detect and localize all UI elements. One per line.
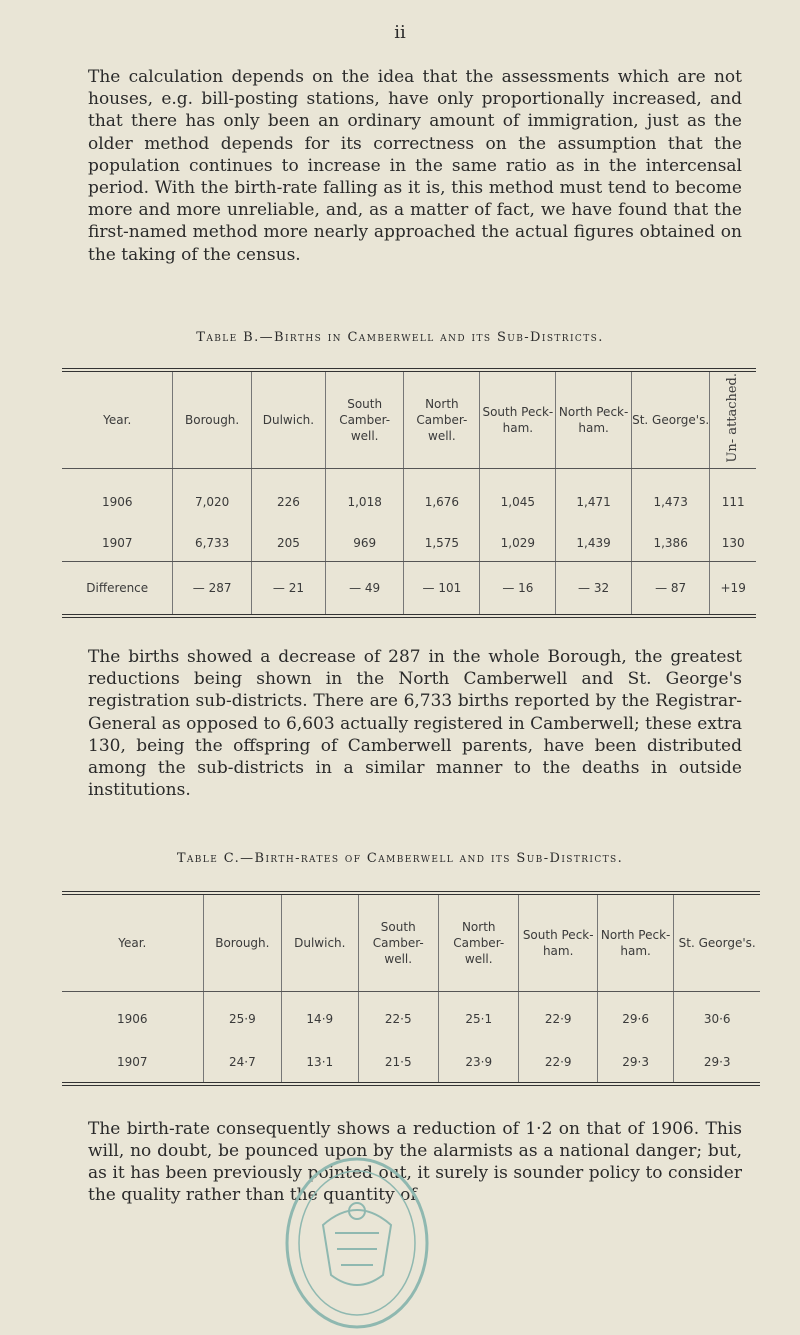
cell: 111	[710, 468, 756, 525]
cell: 29·6	[597, 991, 673, 1042]
col-dulwich: Dulwich.	[282, 893, 358, 991]
table-header-row	[62, 370, 756, 468]
cell: — 16	[480, 561, 556, 616]
col-dulwich: Dulwich.	[251, 370, 325, 468]
table-header-row	[62, 893, 760, 991]
paragraph-assessment-method: The calculation depends on the idea that the assessments which are not houses, e.g. bill-posting stations, have only proportionally increased, and that there has only been an ordinary amount of immigration, just as the older method depends for its correctness on the assumption that the population continues to increase in the same ratio as in the intercensal period. With the birth-rate falling as it is, this method must tend to become more and more unreliable, and, as a matter of fact, we have found that the first-named method more nearly approached the actual figures obtained on the taking of the census.	[88, 67, 742, 265]
cell: 22·9	[519, 1042, 597, 1084]
cell: 969	[326, 525, 404, 562]
cell: — 21	[251, 561, 325, 616]
difference-row	[62, 561, 756, 616]
table-c-birth-rates	[62, 891, 760, 1086]
cell: 1,676	[404, 468, 480, 525]
cell: — 49	[326, 561, 404, 616]
cell: 205	[251, 525, 325, 562]
paragraph-births-decrease: The births showed a decrease of 287 in the whole Borough, the greatest reductions being shown in the North Camberwell and St. George's registration sub-districts. There are 6,733 births reported by the Registrar-General as opposed to 6,603 actually registered in Camberwell; these extra 130, being the offspring of Camberwell parents, have been distributed among the sub-districts in a similar manner to the deaths in outside institutions.	[88, 647, 742, 801]
cell: 1907	[62, 525, 173, 562]
library-stamp-icon	[283, 1155, 431, 1331]
cell: 1906	[101, 494, 133, 509]
cell: 13·1	[282, 1042, 358, 1084]
cell: 22·9	[519, 991, 597, 1042]
col-north-camberwell: North Camber- well.	[438, 893, 518, 991]
cell: 1,018	[326, 468, 404, 525]
table-row	[62, 468, 756, 525]
cell: 1906	[117, 1011, 148, 1026]
cell: 130	[710, 525, 756, 562]
table-row	[62, 1042, 760, 1084]
table-c-title: Table C.—Birth-rates of Camberwell and its Sub-Districts.	[176, 851, 624, 866]
cell: 25·9	[203, 991, 281, 1042]
col-year: Year.	[62, 893, 203, 991]
cell: 23·9	[438, 1042, 518, 1084]
col-south-peckham: South Peck- ham.	[480, 370, 556, 468]
cell: 14·9	[282, 991, 358, 1042]
paragraph-birth-rate-reduction: The birth-rate consequently shows a reduction of 1·2 on that of 1906. This will, no doubt, be pounced upon by the alarmists as a national danger; but, as it has been previously pointed out, it surely is sounder policy to consider the quality rather than the quantity of	[88, 1119, 742, 1205]
cell: 1,473	[631, 468, 709, 525]
cell: — 87	[631, 561, 709, 616]
cell: 22·5	[358, 991, 438, 1042]
col-north-peckham: North Peck- ham.	[597, 893, 673, 991]
cell: 1,471	[556, 468, 632, 525]
table-b-title: Table B.—Births in Camberwell and its Sub-Districts.	[196, 330, 604, 345]
cell: 1,045	[480, 468, 556, 525]
cell: 30·6	[674, 991, 760, 1042]
cell: 1,386	[631, 525, 709, 562]
cell: 24·7	[203, 1042, 281, 1084]
col-unattached	[710, 370, 756, 468]
cell: 6,733	[173, 525, 251, 562]
cell: 1,439	[556, 525, 632, 562]
cell: 29·3	[674, 1042, 760, 1084]
library-stamp	[283, 1155, 431, 1335]
col-st-georges: St. George's.	[631, 370, 709, 468]
cell: — 32	[556, 561, 632, 616]
cell: Difference	[86, 580, 149, 595]
col-north-peckham: North Peck- ham.	[556, 370, 632, 468]
table-row	[62, 991, 760, 1042]
cell: — 101	[404, 561, 480, 616]
col-south-camberwell: South Camber- well.	[326, 370, 404, 468]
col-st-georges: St. George's.	[674, 893, 760, 991]
col-borough: Borough.	[203, 893, 281, 991]
cell: +19	[710, 561, 756, 616]
cell: 29·3	[597, 1042, 673, 1084]
cell: 7,020	[173, 468, 251, 525]
col-south-camberwell: South Camber- well.	[358, 893, 438, 991]
col-south-peckham: South Peck- ham.	[519, 893, 597, 991]
table-b-births	[62, 368, 756, 618]
page-number: ii	[394, 22, 406, 43]
col-year: Year.	[62, 370, 173, 468]
cell: 1,575	[404, 525, 480, 562]
cell: 1907	[117, 1054, 148, 1069]
cell: 21·5	[358, 1042, 438, 1084]
cell: 1,029	[480, 525, 556, 562]
col-borough: Borough.	[173, 370, 251, 468]
cell: 25·1	[438, 991, 518, 1042]
col-north-camberwell: North Camber- well.	[404, 370, 480, 468]
cell: 226	[251, 468, 325, 525]
table-row	[62, 525, 756, 562]
col-unattached-label: Un- attached.	[725, 372, 741, 463]
cell: — 287	[173, 561, 251, 616]
